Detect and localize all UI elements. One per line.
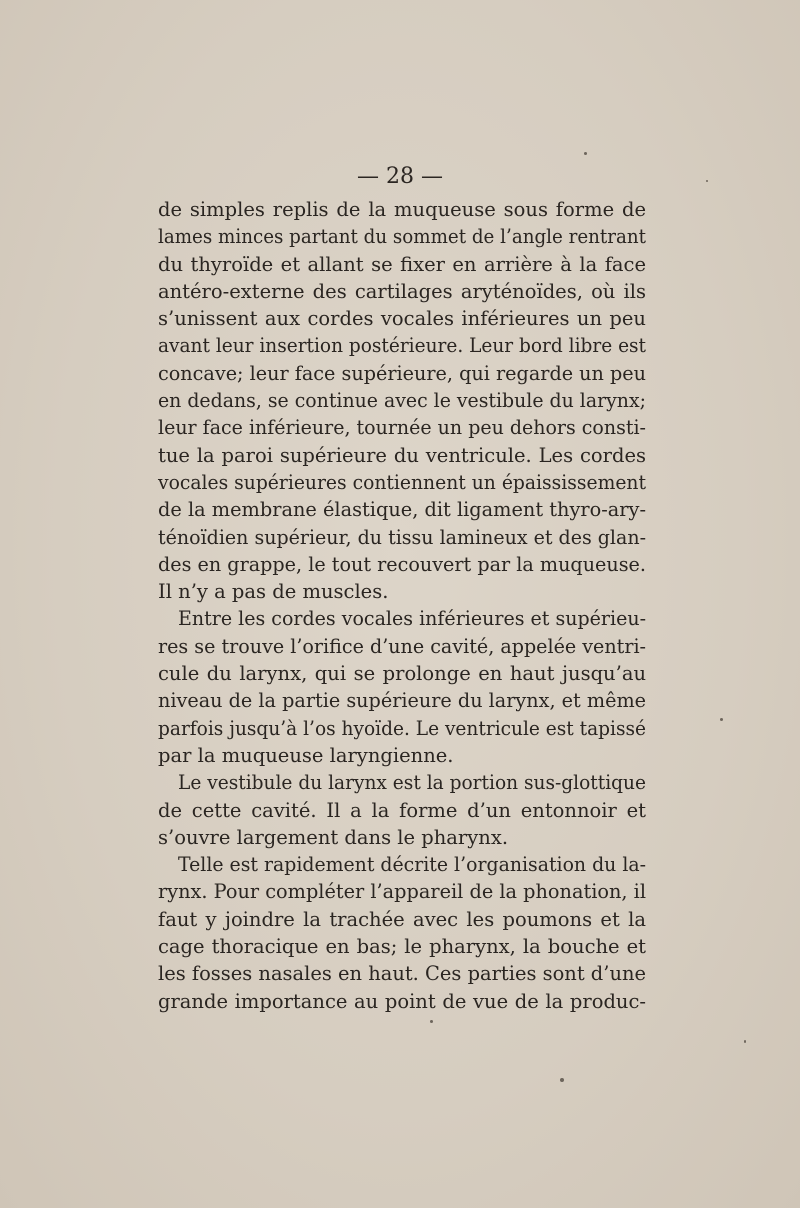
body-text bbox=[158, 196, 646, 1015]
text-line: les fosses nasales en haut. Ces parties sont d’une bbox=[158, 962, 647, 986]
text-line: antéro-externe des cartilages aryténoïdes, où ils bbox=[158, 279, 646, 303]
text-line: res se trouve l’orifice d’une cavité, appelée ventri- bbox=[158, 634, 647, 658]
text-line: vocales supérieures contiennent un épaississement bbox=[158, 470, 647, 494]
paper-speck bbox=[720, 718, 723, 721]
text-line: de cette cavité. Il a la forme d’un entonnoir et bbox=[158, 798, 646, 822]
text-line: s’unissent aux cordes vocales inférieures un peu bbox=[158, 307, 646, 331]
text-line: lames minces partant du sommet de l’angle rentrant bbox=[158, 225, 647, 249]
text-line: de la membrane élastique, dit ligament thyro-ary- bbox=[158, 498, 646, 522]
text-line: avant leur insertion postérieure. Leur bord libre est bbox=[158, 334, 646, 358]
text-line: par la muqueuse laryngienne. bbox=[158, 743, 454, 767]
text-line: cage thoracique en bas; le pharynx, la bouche et bbox=[158, 935, 646, 959]
text-line: ténoïdien supérieur, du tissu lamineux et des glan- bbox=[158, 525, 647, 549]
page-number: — 28 — bbox=[357, 164, 443, 189]
text-line: parfois jusqu’à l’os hyoïde. Le ventricule est tapissé bbox=[158, 716, 647, 740]
text-line: des en grappe, le tout recouvert par la muqueuse. bbox=[158, 552, 646, 576]
text-line: niveau de la partie supérieure du larynx, et même bbox=[158, 689, 647, 713]
text-line: en dedans, se continue avec le vestibule du larynx; bbox=[158, 389, 646, 413]
text-line: tue la paroi supérieure du ventricule. Les cordes bbox=[158, 443, 646, 467]
paper-speck bbox=[560, 1078, 564, 1082]
text-line: Il n’y a pas de muscles. bbox=[158, 580, 389, 604]
paper-speck bbox=[744, 1040, 746, 1043]
text-line: s’ouvre largement dans le pharynx. bbox=[158, 825, 509, 849]
text-line: concave; leur face supérieure, qui regarde un peu bbox=[158, 361, 647, 385]
paper-speck bbox=[706, 180, 708, 182]
text-line: rynx. Pour compléter l’appareil de la phonation, il bbox=[158, 880, 647, 904]
paper-speck bbox=[584, 152, 587, 155]
text-line: grande importance au point de vue de la produc- bbox=[158, 989, 646, 1013]
text-line: Entre les cordes vocales inférieures et supérieu- bbox=[178, 607, 647, 631]
text-line: cule du larynx, qui se prolonge en haut jusqu’au bbox=[158, 662, 646, 686]
text-line: Le vestibule du larynx est la portion sus-glottique bbox=[178, 771, 647, 795]
text-line: faut y joindre la trachée avec les poumons et la bbox=[158, 907, 646, 931]
text-line: de simples replis de la muqueuse sous forme de bbox=[158, 198, 646, 221]
text-line: Telle est rapidement décrite l’organisation du la- bbox=[178, 853, 646, 877]
text-line: leur face inférieure, tournée un peu dehors consti- bbox=[158, 416, 646, 440]
paper-speck bbox=[430, 1020, 433, 1023]
text-line: du thyroïde et allant se fixer en arrière à la face bbox=[158, 252, 646, 276]
